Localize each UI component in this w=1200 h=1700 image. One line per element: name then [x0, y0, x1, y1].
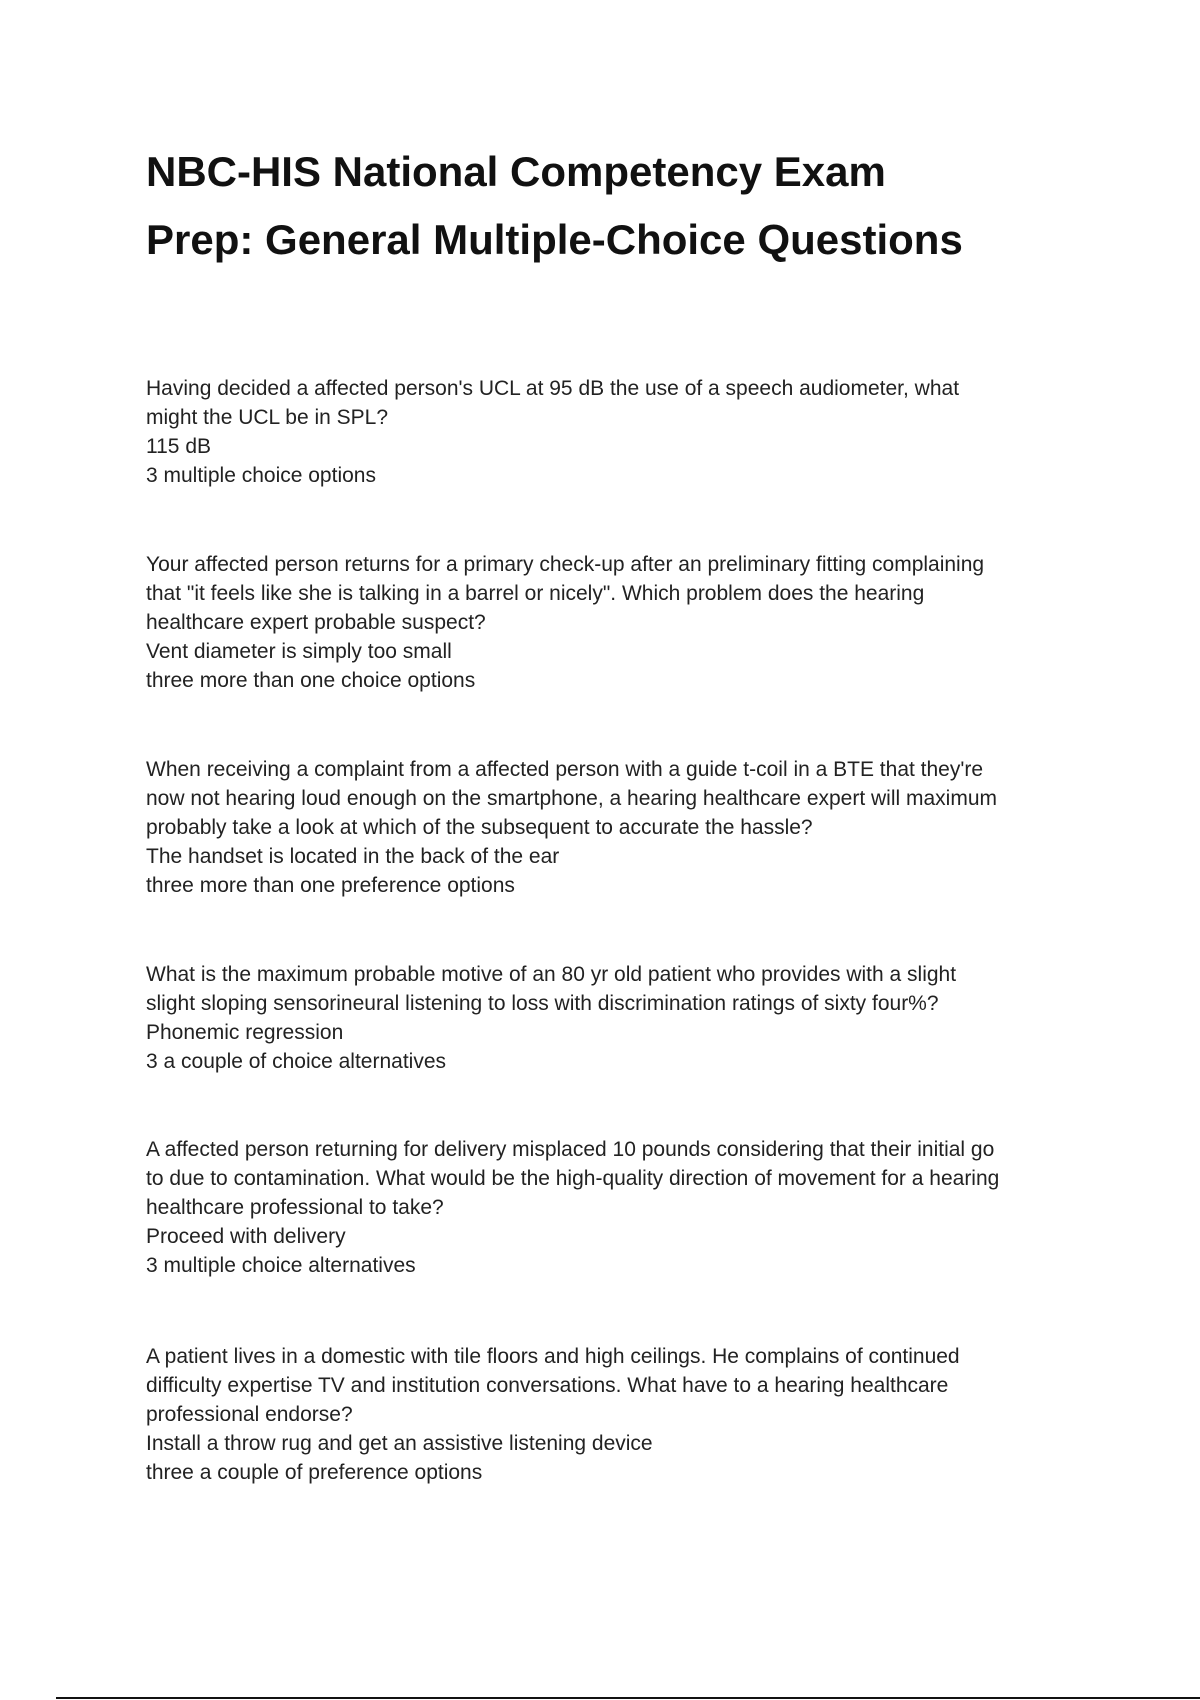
question-block-6 — [146, 1342, 1086, 1487]
question-line: healthcare professional to take? — [146, 1196, 444, 1219]
question-line: Your affected person returns for a primary check-up after an preliminary fitting complaining — [146, 553, 985, 576]
options-note: 3 a couple of choice alternatives — [146, 1050, 447, 1073]
question-line: healthcare expert probable suspect? — [146, 611, 486, 634]
question-line: What is the maximum probable motive of an 80 yr old patient who provides with a slight — [146, 963, 957, 986]
question-text — [146, 755, 1086, 842]
question-text — [146, 960, 1086, 1018]
options-note: 3 multiple choice options — [146, 464, 376, 487]
question-block-5 — [146, 1135, 1086, 1280]
question-text — [146, 1342, 1086, 1429]
answer-text: The handset is located in the back of the ear — [146, 845, 560, 868]
answer-text: Phonemic regression — [146, 1021, 344, 1044]
question-line: now not hearing loud enough on the smartphone, a hearing healthcare expert will maximum — [146, 787, 998, 810]
title-line-2: Prep: General Multiple-Choice Questions — [146, 216, 963, 263]
answer-text: Install a throw rug and get an assistive listening device — [146, 1432, 653, 1455]
answer-text: Vent diameter is simply too small — [146, 640, 452, 663]
question-line: probably take a look at which of the subsequent to accurate the hassle? — [146, 816, 813, 839]
question-line: professional endorse? — [146, 1403, 353, 1426]
page-title — [146, 138, 1106, 274]
question-block-4 — [146, 960, 1086, 1076]
question-block-2 — [146, 550, 1086, 695]
answer-text: Proceed with delivery — [146, 1225, 346, 1248]
question-block-3 — [146, 755, 1086, 900]
question-line: Having decided a affected person's UCL at 95 dB the use of a speech audiometer, what — [146, 377, 960, 400]
options-note: three more than one preference options — [146, 874, 515, 897]
question-line: A patient lives in a domestic with tile floors and high ceilings. He complains of continued — [146, 1345, 960, 1368]
title-line-1: NBC-HIS National Competency Exam — [146, 148, 886, 195]
footer-divider — [56, 1697, 1200, 1699]
question-text — [146, 374, 1086, 432]
question-block-1 — [146, 374, 1086, 490]
question-line: A affected person returning for delivery misplaced 10 pounds considering that their initial go — [146, 1138, 995, 1161]
answer-text: 115 dB — [146, 435, 211, 458]
question-text — [146, 550, 1086, 637]
question-line: difficulty expertise TV and institution conversations. What have to a hearing healthcare — [146, 1374, 949, 1397]
question-line: slight sloping sensorineural listening to loss with discrimination ratings of sixty four%? — [146, 992, 939, 1015]
question-line: to due to contamination. What would be the high-quality direction of movement for a hearing — [146, 1167, 1000, 1190]
question-line: might the UCL be in SPL? — [146, 406, 389, 429]
question-text — [146, 1135, 1086, 1222]
options-note: three more than one choice options — [146, 669, 476, 692]
options-note: 3 multiple choice alternatives — [146, 1254, 416, 1277]
question-line: When receiving a complaint from a affected person with a guide t-coil in a BTE that they're — [146, 758, 984, 781]
options-note: three a couple of preference options — [146, 1461, 483, 1484]
question-line: that "it feels like she is talking in a barrel or nicely". Which problem does the hearing — [146, 582, 925, 605]
